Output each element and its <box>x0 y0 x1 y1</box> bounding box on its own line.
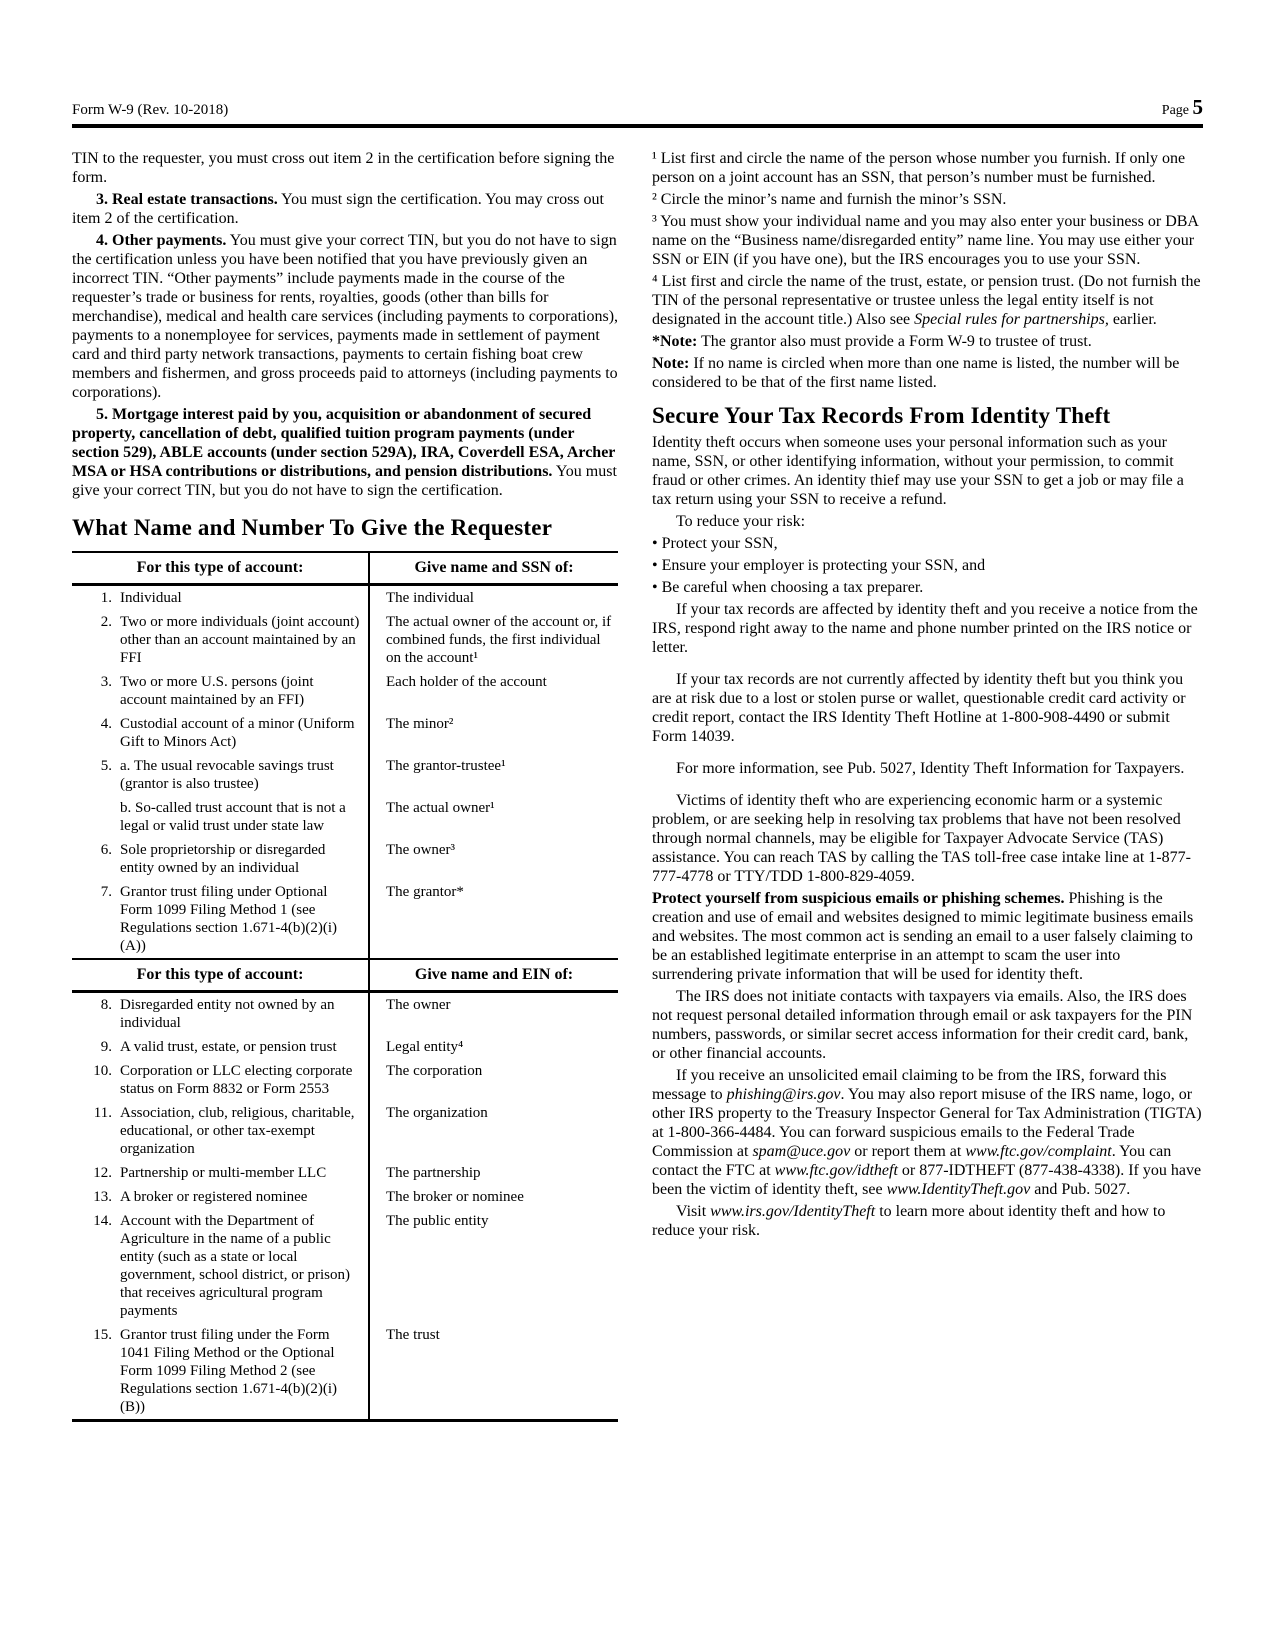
give-name-cell: The owner <box>368 993 618 1035</box>
paragraph <box>652 1202 1203 1240</box>
text-run: to learn more about identity theft and how to reduce your risk. <box>652 1203 1166 1239</box>
table-row <box>72 1209 618 1323</box>
account-type-cell <box>72 670 368 712</box>
row-number: 4. <box>100 716 112 732</box>
text-run: You must give your correct TIN, but you do not have to sign the certification. <box>72 463 617 499</box>
row-number: 12. <box>93 1165 112 1181</box>
bullet-item <box>652 534 1203 553</box>
account-type-text: Account with the Department of Agriculture in the name of a public entity (such as a state or local government, school district, or prison) that receives agricultural program payments <box>120 1213 350 1319</box>
text-run: ⁴ List first and circle the name of the trust, estate, or pension trust. (Do not furnish the TIN of the personal representative or trustee unless the legal entity itself is not designated in the account title.) Also see <box>652 273 1201 328</box>
text-run: Protect your SSN, <box>661 535 778 552</box>
paragraph <box>652 354 1203 392</box>
bullet-icon: • <box>652 557 662 574</box>
text-run: or 877-IDTHEFT (877-438-4338). If you have been the victim of identity theft, see <box>652 1162 1202 1198</box>
bullet-icon: • <box>652 535 662 552</box>
table-header-cell-account: For this type of account: <box>136 966 304 983</box>
give-name-cell: The trust <box>368 1323 618 1419</box>
bold-text: Protect yourself from suspicious emails or phishing schemes. <box>652 890 1065 907</box>
account-type-cell <box>72 610 368 670</box>
account-type-text: Custodial account of a minor (Uniform Gift to Minors Act) <box>120 716 355 750</box>
left-column <box>72 149 618 1422</box>
account-type-cell <box>72 838 368 880</box>
italic-text: phishing@irs.gov <box>726 1086 841 1103</box>
italic-text: Special rules for partnerships, <box>914 311 1109 328</box>
table-row <box>72 610 618 670</box>
text-run: If your tax records are affected by identity theft and you receive a notice from the IRS, respond right away to the name and phone number printed on the IRS notice or letter. <box>652 601 1198 656</box>
row-number: 3. <box>100 674 112 690</box>
table-row <box>72 754 618 796</box>
paragraph <box>652 149 1203 187</box>
give-name-cell: The actual owner¹ <box>368 796 618 838</box>
give-name-cell: Legal entity⁴ <box>368 1035 618 1059</box>
text-run: TIN to the requester, you must cross out item 2 in the certification before signing the form. <box>72 150 615 186</box>
account-type-text: Grantor trust filing under the Form 1041 Filing Method or the Optional Form 1099 Filing Method 2 (see Regulations section 1.671-4(b)(2)(i)(B)) <box>120 1327 338 1415</box>
account-type-cell <box>72 1101 368 1161</box>
text-run: You must sign the certification. You may cross out item 2 of the certification. <box>72 191 604 227</box>
account-number-table <box>72 551 618 1422</box>
text-run: The grantor also must provide a Form W-9 to trustee of trust. <box>697 333 1092 350</box>
paragraph <box>652 670 1203 746</box>
italic-text: www.irs.gov/IdentityTheft <box>710 1203 876 1220</box>
italic-text: spam@uce.gov <box>752 1143 851 1160</box>
text-run: If you receive an unsolicited email claiming to be from the IRS, forward this message to <box>652 1067 1167 1103</box>
account-type-cell <box>72 880 368 958</box>
row-number: 5. <box>100 758 112 774</box>
page-label: Page <box>1161 103 1189 118</box>
bullet-item <box>652 556 1203 575</box>
table-row <box>72 1101 618 1161</box>
account-type-cell <box>72 1185 368 1209</box>
two-column-body <box>72 149 1203 1422</box>
row-number: 1. <box>100 590 112 606</box>
account-type-text: Two or more individuals (joint account) other than an account maintained by an FFI <box>120 614 360 666</box>
paragraph <box>652 600 1203 657</box>
text-run: To reduce your risk: <box>676 513 806 530</box>
give-name-cell: The organization <box>368 1101 618 1161</box>
table-header-cell-account: For this type of account: <box>136 559 304 576</box>
bold-text: 3. Real estate transactions. <box>96 191 278 208</box>
text-run: Identity theft occurs when someone uses your personal information such as your name, SSN, or other identifying information, without your permission, to commit fraud or other crimes. An identity thief may use your SSN to get a job or may file a tax return using your SSN to receive a refund. <box>652 434 1184 508</box>
text-run: You must give your correct TIN, but you do not have to sign the certification unless you have been notified that you have previously given an incorrect TIN. “Other payments” include payments made in the course of the requester’s trade or business for rents, royalties, goods (other than bills for merchandise), medical and health care services (including payments to corporations), payments to a nonemployee for services, payments made in settlement of payment card and third party network transactions, payments to certain fishing boat crew members and fishermen, and gross proceeds paid to attorneys (including payments to corporations). <box>72 232 619 401</box>
table-row <box>72 586 618 610</box>
give-name-cell: The grantor* <box>368 880 618 958</box>
text-run: earlier. <box>1108 311 1157 328</box>
text-run: . You can contact the FTC at <box>652 1143 1172 1179</box>
text-run: If no name is circled when more than one name is listed, the number will be considered to be that of the first name listed. <box>652 355 1180 391</box>
table-section-header <box>72 958 618 993</box>
table-row <box>72 838 618 880</box>
text-run: ² Circle the minor’s name and furnish the minor’s SSN. <box>652 191 1007 208</box>
row-number: 14. <box>93 1213 112 1229</box>
paragraph <box>652 190 1203 209</box>
account-type-text: Individual <box>120 590 182 606</box>
row-number: 15. <box>93 1327 112 1343</box>
paragraph <box>72 231 618 402</box>
table-header-cell-give: Give name and EIN of: <box>368 960 618 990</box>
row-number <box>72 799 112 835</box>
account-type-cell <box>72 993 368 1035</box>
account-type-text: Partnership or multi-member LLC <box>120 1165 327 1181</box>
paragraph <box>652 512 1203 531</box>
text-run: and Pub. 5027. <box>1030 1181 1131 1198</box>
text-run: If your tax records are not currently affected by identity theft but you think you are at risk due to a lost or stolen purse or wallet, questionable credit card activity or credit report, contact the IRS Identity Theft Hotline at 1-800-908-4490 or submit Form 14039. <box>652 671 1186 745</box>
account-type-text: A broker or registered nominee <box>120 1189 308 1205</box>
paragraph <box>652 212 1203 269</box>
account-type-cell <box>72 1035 368 1059</box>
account-type-text: Disregarded entity not owned by an individual <box>120 997 335 1031</box>
table-row <box>72 796 618 838</box>
account-type-text: Corporation or LLC electing corporate status on Form 8832 or Form 2553 <box>120 1063 353 1097</box>
bold-text: 5. Mortgage interest paid by you, acquisition or abandonment of secured property, cancellation of debt, qualified tuition program payments (under section 529), ABLE accounts (under section 529A), IRA, Coverdell ESA, Archer MSA or HSA contributions or distributions, and pension distributions. <box>72 406 616 480</box>
row-number: 11. <box>93 1105 112 1121</box>
give-name-cell: The corporation <box>368 1059 618 1101</box>
text-run: Be careful when choosing a tax preparer. <box>661 579 924 596</box>
page-number <box>1161 95 1203 120</box>
account-type-cell <box>72 1161 368 1185</box>
paragraph <box>652 889 1203 984</box>
table-section-header <box>72 553 618 586</box>
text-run: Victims of identity theft who are experiencing economic harm or a systemic problem, or are seeking help in resolving tax problems that have not been resolved through normal channels, may be eligible for Taxpayer Advocate Service (TAS) assistance. You can reach TAS by calling the TAS toll-free case intake line at 1-877-777-4778 or TTY/TDD 1-800-829-4059. <box>652 792 1191 885</box>
row-number: 9. <box>100 1039 112 1055</box>
row-number: 7. <box>100 884 112 900</box>
text-run: The IRS does not initiate contacts with taxpayers via emails. Also, the IRS does not request personal detailed information through email or ask taxpayers for the PIN numbers, passwords, or similar secret access information for their credit card, bank, or other financial accounts. <box>652 988 1193 1062</box>
table-header-cell-give: Give name and SSN of: <box>368 553 618 583</box>
bold-text: Note: <box>652 355 690 372</box>
header-rule <box>72 124 1203 128</box>
text-run: Phishing is the creation and use of email and websites designed to mimic legitimate business emails and websites. The most common act is sending an email to a user falsely claiming to be an established legitimate enterprise in an attempt to scam the user into surrendering private information that will be used for identity theft. <box>652 890 1194 983</box>
row-number: 2. <box>100 614 112 630</box>
text-run: ³ You must show your individual name and you may also enter your business or DBA name on the “Business name/disregarded entity” name line. You may use either your SSN or EIN (if you have one), but the IRS encourages you to use your SSN. <box>652 213 1199 268</box>
bullet-item <box>652 578 1203 597</box>
paragraph <box>72 405 618 500</box>
account-type-cell <box>72 1209 368 1323</box>
table-row <box>72 1185 618 1209</box>
paragraph <box>652 1066 1203 1199</box>
italic-text: www.ftc.gov/complaint <box>965 1143 1112 1160</box>
give-name-cell: The actual owner of the account or, if combined funds, the first individual on the account¹ <box>368 610 618 670</box>
section-heading-right: Secure Your Tax Records From Identity Theft <box>652 403 1111 428</box>
give-name-cell: The broker or nominee <box>368 1185 618 1209</box>
table-row <box>72 712 618 754</box>
table-row <box>72 670 618 712</box>
paragraph <box>72 149 618 187</box>
paragraph <box>652 759 1203 778</box>
text-run: Visit <box>676 1203 711 1220</box>
account-type-text: b. So-called trust account that is not a legal or valid trust under state law <box>120 800 346 834</box>
paragraph <box>652 332 1203 351</box>
page-number-value: 5 <box>1192 95 1203 119</box>
text-run: ¹ List first and circle the name of the person whose number you furnish. If only one person on a joint account has an SSN, that person’s number must be furnished. <box>652 150 1186 186</box>
right-column <box>652 149 1203 1422</box>
bold-text: 4. Other payments. <box>96 232 227 249</box>
section-heading-left: What Name and Number To Give the Requester <box>72 515 553 540</box>
give-name-cell: The owner³ <box>368 838 618 880</box>
paragraph <box>652 272 1203 329</box>
account-type-text: Two or more U.S. persons (joint account maintained by an FFI) <box>120 674 314 708</box>
row-number: 10. <box>93 1063 112 1079</box>
table-row <box>72 1035 618 1059</box>
table-row <box>72 1323 618 1419</box>
account-type-cell <box>72 1059 368 1101</box>
left-paragraphs <box>72 149 618 500</box>
account-type-text: Grantor trust filing under Optional Form 1099 Filing Method 1 (see Regulations section 1.671-4(b)(2)(i)(A)) <box>120 884 338 954</box>
account-type-cell <box>72 1323 368 1419</box>
give-name-cell: Each holder of the account <box>368 670 618 712</box>
table-row <box>72 1059 618 1101</box>
form-title: Form W-9 (Rev. 10-2018) <box>72 102 229 118</box>
italic-text: www.IdentityTheft.gov <box>886 1181 1031 1198</box>
row-number: 13. <box>93 1189 112 1205</box>
account-type-text: Association, club, religious, charitable, educational, or other tax-exempt organization <box>120 1105 355 1157</box>
give-name-cell: The public entity <box>368 1209 618 1323</box>
give-name-cell: The partnership <box>368 1161 618 1185</box>
page-header <box>72 95 1203 120</box>
text-run: . You may also report misuse of the IRS name, logo, or other IRS property to the Treasury Inspector General for Tax Administration (TIGTA) at 1-800-366-4484. You can forward suspicious emails to the Federal Trade Commission at <box>652 1086 1202 1160</box>
account-type-cell <box>72 796 368 838</box>
italic-text: www.ftc.gov/idtheft <box>774 1162 898 1179</box>
table-row <box>72 880 618 958</box>
account-type-text: a. The usual revocable savings trust (grantor is also trustee) <box>120 758 334 792</box>
give-name-cell: The minor² <box>368 712 618 754</box>
account-type-cell <box>72 586 368 610</box>
paragraph <box>652 433 1203 509</box>
table-row <box>72 1161 618 1185</box>
paragraph <box>652 791 1203 886</box>
account-type-cell <box>72 754 368 796</box>
table-row <box>72 993 618 1035</box>
text-run: or report them at <box>850 1143 966 1160</box>
paragraph <box>652 987 1203 1063</box>
paragraph <box>72 190 618 228</box>
row-number: 6. <box>100 842 112 858</box>
account-type-cell <box>72 712 368 754</box>
give-name-cell: The grantor-trustee¹ <box>368 754 618 796</box>
bold-text: *Note: <box>652 333 698 350</box>
give-name-cell: The individual <box>368 586 618 610</box>
text-run: For more information, see Pub. 5027, Identity Theft Information for Taxpayers. <box>676 760 1185 777</box>
text-run: Ensure your employer is protecting your SSN, and <box>661 557 986 574</box>
row-number: 8. <box>100 997 112 1013</box>
account-type-text: Sole proprietorship or disregarded entity owned by an individual <box>120 842 326 876</box>
bullet-icon: • <box>652 579 662 596</box>
account-type-text: A valid trust, estate, or pension trust <box>120 1039 337 1055</box>
